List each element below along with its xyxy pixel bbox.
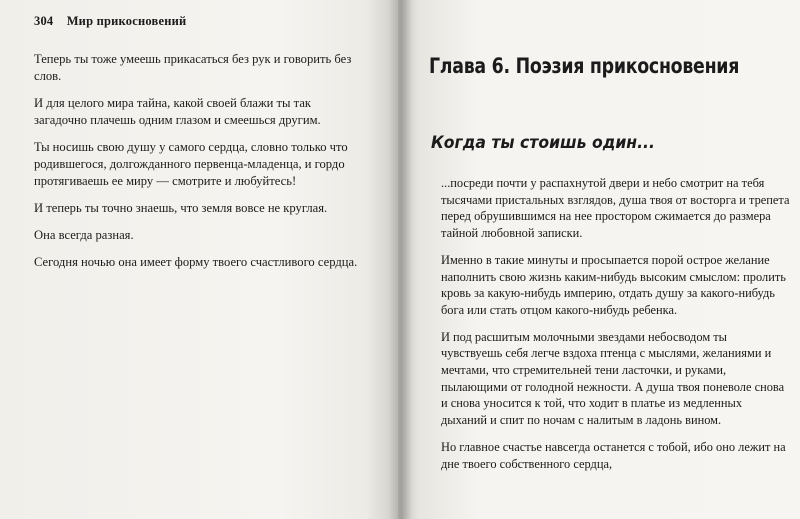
- left-page-body: [34, 51, 358, 271]
- paragraph: И теперь ты точно знаешь, что земля вовсе не круглая.: [34, 201, 328, 215]
- paragraph: Но главное счастье навсегда останется с тобой, ибо оно лежит на дне твоего собственного сердца,: [441, 439, 786, 471]
- left-running-head: [34, 14, 358, 29]
- section-title: Когда ты стоишь один...: [431, 133, 655, 153]
- paragraph: Именно в такие минуты и просыпается порой острое желание наполнить свою жизнь каким-нибудь высоким смыслом: пролить кровь за какую-нибудь империю, отдать душу за какого-нибудь бога или стать отцом какого-нибудь ребенка.: [441, 252, 786, 317]
- paragraph: Сегодня ночью она имеет форму твоего счастливого сердца.: [34, 255, 358, 269]
- right-page-body: [441, 175, 790, 472]
- right-page: [398, 0, 800, 519]
- paragraph: Теперь ты тоже умеешь прикасаться без рук и говорить без слов.: [34, 52, 352, 83]
- page-number: 304: [34, 14, 54, 28]
- paragraph: Она всегда разная.: [34, 228, 134, 242]
- paragraph: ...посреди почти у распахнутой двери и небо смотрит на тебя тысячами пристальных взглядов, душа твоя от восторга и трепета перед обрушившимся на нее простором сжимается до размера тайной любовной записки.: [441, 176, 790, 241]
- paragraph: И под расшитым молочными звездами небосводом ты чувствуешь себя легче вздоха птенца с мыслями, желаниями и мечтами, что стремительней тени ласточки, и руками, пылающими от голодной нежности. А душа твоя поневоле снова и снова уносится к той, что ходит в платье из медленных дыханий и спит по ночам с налитым в ладонь вином.: [441, 329, 785, 428]
- chapter-title: Глава 6. Поэзия прикосновения: [429, 54, 740, 78]
- paragraph: Ты носишь свою душу у самого сердца, словно только что родившегося, долгожданного первенца-младенца, и гордо протягиваешь ее миру — смотрите и любуйтесь!: [34, 140, 348, 188]
- left-page: [0, 0, 398, 519]
- running-head-title: Мир прикосновений: [66, 14, 187, 28]
- paragraph: И для целого мира тайна, какой своей блажи ты так загадочно плачешь одним глазом и смеешься другим.: [34, 96, 321, 127]
